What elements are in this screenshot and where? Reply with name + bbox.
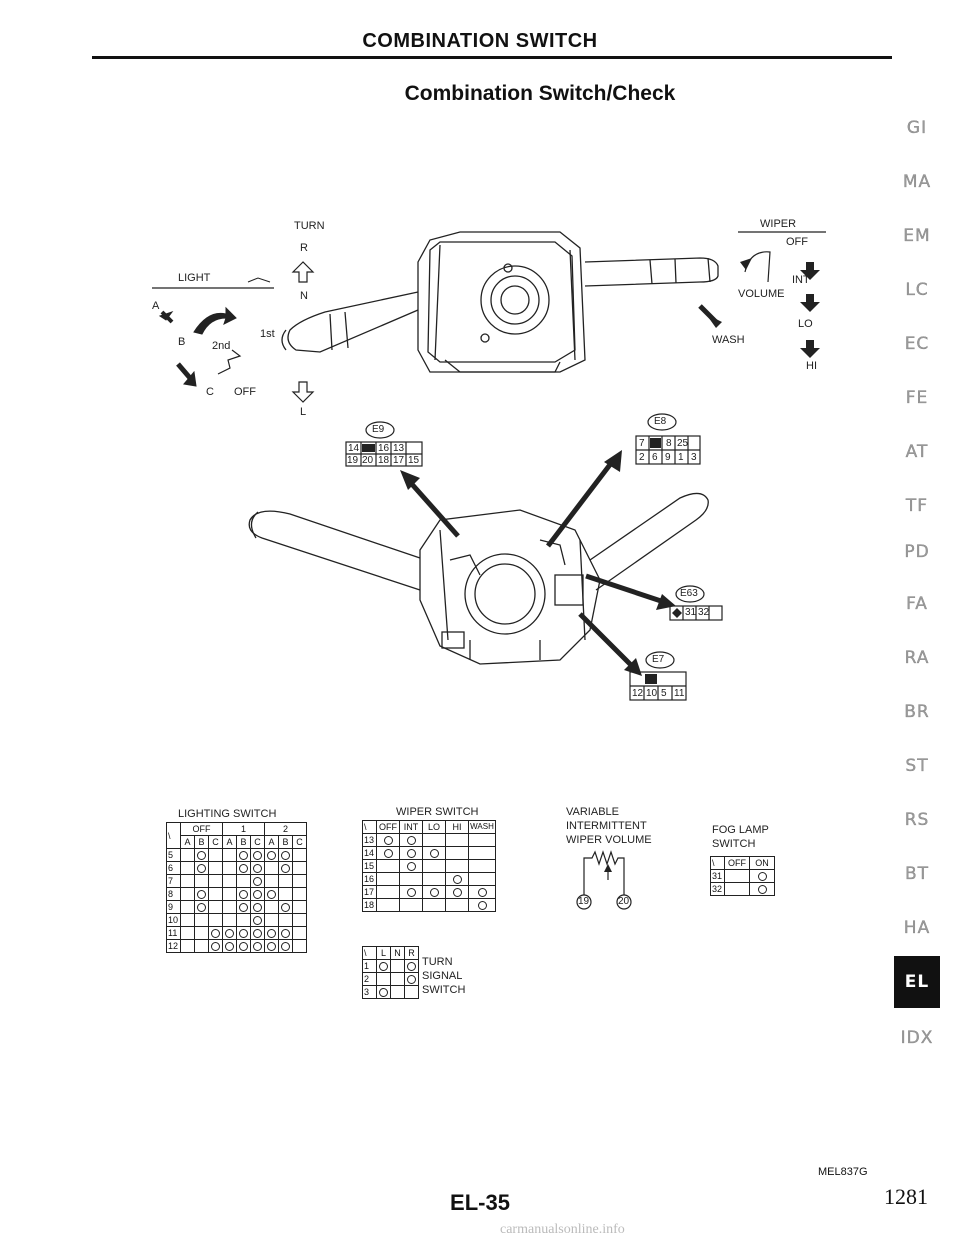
turn-l-label: L [300, 406, 307, 418]
fog-lamp-title-line2: SWITCH [712, 838, 756, 850]
variable-title-line3: WIPER VOLUME [566, 834, 652, 846]
tab-em[interactable]: EM [903, 226, 931, 246]
tab-bt[interactable]: BT [904, 864, 930, 884]
e9-pin-18: 18 [378, 455, 390, 466]
wiper-col-wash: WASH [469, 821, 496, 834]
turn-signal-title-line2: SIGNAL [422, 970, 463, 982]
connector-e9-id: E9 [372, 424, 385, 435]
table-row: 8 [167, 888, 307, 901]
wiper-lo-label: LO [798, 318, 813, 330]
wiper-switch-table: \ OFF INT LO HI WASH 13 14 15 16 17 18 [364, 822, 494, 910]
e7-pin-10: 10 [646, 688, 658, 699]
fog-lamp-title-line1: FOG LAMP [712, 824, 769, 836]
tab-st[interactable]: ST [905, 756, 929, 776]
e9-pin-16: 16 [378, 443, 390, 454]
turn-signal-table: \ L N R 1 2 3 [362, 946, 419, 999]
e9-pin-20: 20 [362, 455, 374, 466]
table-row: 9 [167, 901, 307, 914]
variable-terminal-19: 19 [578, 896, 590, 907]
tab-ha[interactable]: HA [903, 918, 931, 938]
tab-el-active[interactable]: EL [894, 956, 940, 1008]
tab-at[interactable]: AT [905, 442, 929, 462]
turn-r-label: R [300, 242, 308, 254]
tab-ra[interactable]: RA [904, 648, 930, 668]
tab-pd[interactable]: PD [904, 542, 930, 562]
page-number: EL-35 [450, 1190, 510, 1215]
page-header-title: COMBINATION SWITCH [362, 30, 598, 52]
lighting-switch-title: LIGHTING SWITCH [178, 808, 277, 820]
lighting-col-1: 1 [223, 823, 265, 836]
table-row: 7 [167, 875, 307, 888]
absolute-page-number: 1281 [884, 1184, 928, 1209]
table-row: 1 [363, 960, 419, 973]
lighting-sub-c: C [293, 836, 307, 849]
wiper-hi-label: HI [806, 360, 817, 372]
lighting-sub-c: C [209, 836, 223, 849]
table-row: 13 [363, 834, 496, 847]
wiper-switch-title: WIPER SWITCH [396, 806, 479, 818]
wiper-int-label: INT [792, 274, 810, 286]
tab-br[interactable]: BR [904, 702, 930, 722]
variable-title-line2: INTERMITTENT [566, 820, 647, 832]
e7-pin-12: 12 [632, 688, 644, 699]
table-row: 10 [167, 914, 307, 927]
wiper-label: WIPER [760, 218, 797, 230]
wiper-col-lo: LO [423, 821, 446, 834]
lighting-sub-b: B [279, 836, 293, 849]
fog-col-off: OFF [725, 857, 750, 870]
e8-pin-8: 8 [666, 438, 672, 449]
e8-pin-25: 25 [677, 438, 689, 449]
turn-signal-title-line1: TURN [422, 956, 453, 968]
watermark: carmanualsonline.info [500, 1222, 625, 1237]
table-row: 14 [363, 847, 496, 860]
table-row: 11 [167, 927, 307, 940]
light-b-label: B [178, 336, 186, 348]
light-2nd-label: 2nd [212, 340, 231, 352]
light-1st-label: 1st [260, 328, 275, 340]
wiper-col-int: INT [400, 821, 423, 834]
lighting-sub-b: B [195, 836, 209, 849]
tab-idx[interactable]: IDX [900, 1028, 934, 1048]
table-row: 5 [167, 849, 307, 862]
e9-pin-17: 17 [393, 455, 405, 466]
tab-fe[interactable]: FE [905, 388, 929, 408]
connector-e63-id: E63 [680, 588, 698, 599]
variable-terminal-20: 20 [618, 896, 630, 907]
table-row: 17 [363, 886, 496, 899]
e8-pin-1: 1 [678, 452, 684, 463]
fog-col-on: ON [750, 857, 775, 870]
e9-pin-15: 15 [408, 455, 420, 466]
table-row: 31 [711, 870, 775, 883]
lighting-sub-b: B [237, 836, 251, 849]
tab-rs[interactable]: RS [904, 810, 930, 830]
e9-pin-13: 13 [393, 443, 405, 454]
tab-gi[interactable]: GI [906, 118, 928, 138]
lighting-sub-a: A [181, 836, 195, 849]
table-row: 12 [167, 940, 307, 953]
turn-col-l: L [377, 947, 391, 960]
turn-n-label: N [300, 290, 308, 302]
wiper-wash-label: WASH [712, 334, 745, 346]
table-row: 18 [363, 899, 496, 912]
lighting-col-off: OFF [181, 823, 223, 836]
lighting-sub-c: C [251, 836, 265, 849]
turn-col-r: R [405, 947, 419, 960]
lighting-switch-table: \ OFF 1 2 A B C A B C A B C 5 6 7 8 9 10 11 12 [166, 822, 307, 953]
tab-ma[interactable]: MA [902, 172, 932, 192]
e8-pin-2: 2 [639, 452, 645, 463]
e7-pin-11: 11 [674, 688, 685, 699]
table-row: 15 [363, 860, 496, 873]
connector-e7-id: E7 [652, 654, 665, 665]
e9-pin-14: 14 [348, 443, 360, 454]
lighting-sub-a: A [223, 836, 237, 849]
tab-ec[interactable]: EC [904, 334, 930, 354]
table-row: 32 [711, 883, 775, 896]
table-row: 6 [167, 862, 307, 875]
figure-code: MEL837G [818, 1166, 868, 1178]
lighting-col-2: 2 [265, 823, 307, 836]
connector-e8-id: E8 [654, 416, 667, 427]
tab-fa[interactable]: FA [906, 594, 928, 614]
turn-signal-title-line3: SWITCH [422, 984, 466, 996]
e7-pin-5: 5 [661, 688, 667, 699]
wiper-col-hi: HI [446, 821, 469, 834]
table-row: 16 [363, 873, 496, 886]
page-subtitle: Combination Switch/Check [404, 82, 676, 105]
light-off-label: OFF [234, 386, 256, 398]
light-c-label: C [206, 386, 214, 398]
tab-lc[interactable]: LC [905, 280, 929, 300]
tab-tf[interactable]: TF [905, 496, 929, 516]
light-a-label: A [152, 300, 160, 312]
e63-pin-31: 31 [685, 607, 697, 618]
wiper-off-label: OFF [786, 236, 808, 248]
turn-label: TURN [294, 220, 325, 232]
variable-title-line1: VARIABLE [566, 806, 619, 818]
e63-pin-32: 32 [698, 607, 710, 618]
lighting-sub-a: A [265, 836, 279, 849]
e8-pin-7: 7 [639, 438, 645, 449]
e8-pin-6: 6 [652, 452, 658, 463]
wiper-volume-label: VOLUME [738, 288, 785, 300]
fog-lamp-table: \ OFF ON 31 32 [710, 856, 775, 896]
e8-pin-3: 3 [691, 452, 697, 463]
table-row: 2 [363, 973, 419, 986]
turn-col-n: N [391, 947, 405, 960]
e8-pin-9: 9 [665, 452, 671, 463]
wiper-col-off: OFF [377, 821, 400, 834]
light-label: LIGHT [178, 272, 211, 284]
e9-pin-19: 19 [347, 455, 359, 466]
table-row: 3 [363, 986, 419, 999]
